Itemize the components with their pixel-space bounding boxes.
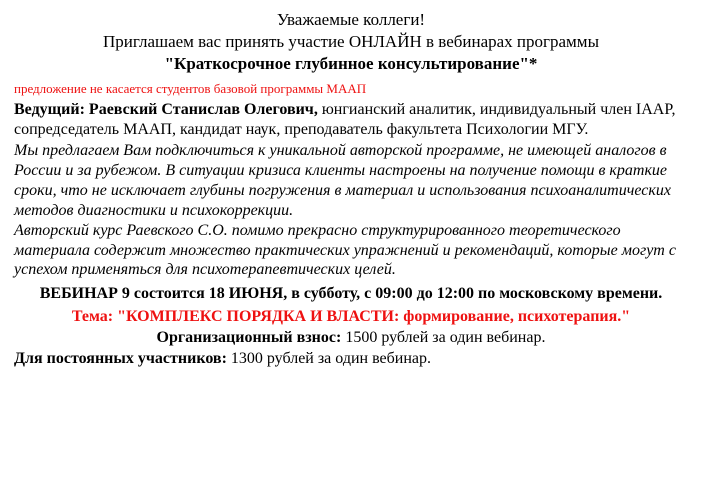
- regular-fee-label: Для постоянных участников:: [14, 349, 227, 367]
- presenter-paragraph: [14, 100, 688, 140]
- program-description-paragraph: Мы предлагаем Вам подключиться к уникальной авторской программе, не имеющей аналогов в России и за рубежом. В ситуации кризиса клиенты настроены на получение помощи в краткие сроки, что не исключает глубины погружения в материал и использования психоаналитических методов диагностики и психокоррекции.: [14, 142, 671, 219]
- regular-fee-value: 1300 рублей за один вебинар.: [226, 349, 432, 367]
- webinar-schedule: ВЕБИНАР 9 состоится 18 ИЮНЯ, в субботу, с 09:00 до 12:00 по московскому времени.: [39, 285, 663, 303]
- fee-line: [14, 329, 688, 347]
- fee-label: Организационный взнос:: [156, 328, 342, 346]
- presenter-name: Ведущий: Раевский Станислав Олегович,: [14, 100, 318, 118]
- course-content-paragraph: Авторский курс Раевского С.О. помимо прекрасно структурированного теоретического материала содержит множество практических упражнений и рекомендаций, которые могут с успехом применяться для психотерапевтических целей.: [14, 221, 676, 279]
- fee-value: 1500 рублей за один вебинар.: [341, 328, 546, 346]
- program-title: "Краткосрочное глубинное консультирование"*: [164, 53, 538, 73]
- regular-fee-line: [14, 350, 688, 368]
- red-note: предложение не касается студентов базовой программы МААП: [14, 80, 367, 96]
- invitation-line: Приглашаем вас принять участие ОНЛАЙН в вебинарах программы: [102, 31, 599, 51]
- presenter-credentials: юнгианский аналитик, индивидуальный член IAAP, сопредседатель МААП, кандидат наук, преподаватель факультета Психологии МГУ.: [14, 100, 676, 138]
- greeting-line: Уважаемые коллеги!: [276, 10, 426, 29]
- webinar-theme: Тема: "КОМПЛЕКС ПОРЯДКА И ВЛАСТИ: формирование, психотерапия.": [71, 307, 631, 325]
